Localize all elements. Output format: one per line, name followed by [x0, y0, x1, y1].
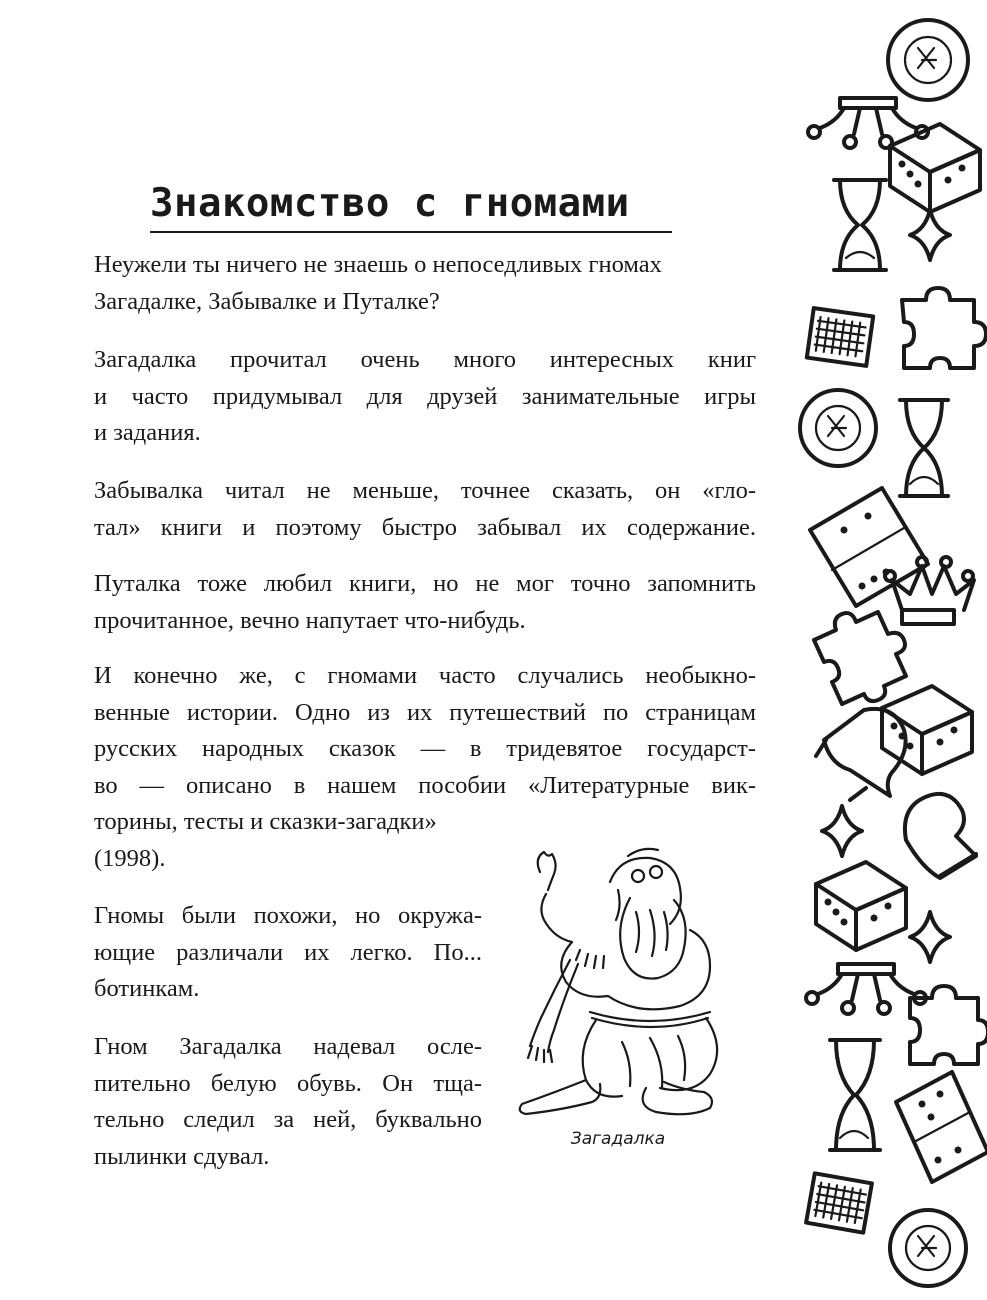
page-title: Знакомство с гномами	[150, 181, 630, 226]
title-underline	[150, 231, 672, 233]
text-line: русских народных сказок — в тридевятое государст-	[94, 735, 756, 763]
decorative-border	[790, 0, 987, 1300]
coin-icon	[890, 1210, 966, 1286]
hourglass-icon	[834, 180, 886, 270]
paragraph-difference	[94, 898, 482, 1008]
knight-icon	[905, 794, 976, 878]
text-line: прочитанное, вечно напутает что-нибудь.	[94, 606, 526, 634]
text-line: Гном Загадалка надевал осле-	[94, 1033, 482, 1060]
hourglass-icon	[830, 1040, 880, 1150]
domino-icon	[896, 1072, 987, 1182]
text-line: тельно следил за ней, буквально	[94, 1106, 482, 1134]
coin-icon	[888, 20, 968, 100]
paragraph-white-shoes	[94, 1029, 482, 1175]
crown-icon	[808, 98, 928, 148]
text-line: ющие различали их легко. По...	[94, 938, 482, 966]
illustration-caption: Загадалка	[570, 1129, 666, 1149]
text-line: Загадалка прочитал очень много интересных книг	[94, 346, 756, 373]
text-line: И конечно же, с гномами часто случались необыкно-	[94, 662, 756, 689]
dice-icon	[816, 862, 906, 950]
grid-board-icon	[806, 1173, 872, 1232]
puzzle-piece-icon	[910, 986, 987, 1064]
text-line: пительно белую обувь. Он тща-	[94, 1069, 482, 1097]
text-line: Путалка тоже любил книги, но не мог точно запомнить	[94, 570, 756, 597]
paragraph-zagadalka	[94, 342, 756, 452]
text-line: пылинки сдувал.	[94, 1142, 270, 1170]
coin-icon	[800, 390, 876, 466]
text-line: Гномы были похожи, но окружа-	[94, 902, 482, 929]
star-icon	[910, 210, 950, 260]
dice-icon	[890, 124, 980, 212]
text-line: Забывалка читал не меньше, точнее сказать, он «гло-	[94, 477, 756, 504]
dice-icon	[882, 686, 972, 774]
hourglass-icon	[900, 400, 948, 496]
puzzle-piece-icon	[814, 612, 906, 704]
grid-board-icon	[807, 308, 873, 366]
paragraph-putalka	[94, 566, 756, 639]
crown-icon	[885, 557, 974, 624]
gnome-illustration	[510, 842, 730, 1122]
text-line: во — описано в нашем пособии «Литературные вик-	[94, 771, 756, 799]
text-line: венные истории. Одно из их путешествий по страницам	[94, 698, 756, 726]
star-icon	[822, 806, 862, 856]
text-line: тал» книги и поэтому быстро забывал их содержание.	[94, 513, 756, 541]
puzzle-piece-icon	[902, 288, 986, 368]
text-line: Загадалке, Забывалке и Путалке?	[94, 287, 440, 315]
paragraph-intro	[94, 247, 756, 320]
text-line: (1998).	[94, 844, 166, 872]
text-line: и задания.	[94, 419, 201, 447]
text-line: Неужели ты ничего не знаешь о непоседливых гномах	[94, 251, 662, 278]
text-line: ботинкам.	[94, 975, 200, 1003]
text-line: и часто придумывал для друзей занимательные игры	[94, 382, 756, 410]
text-line: торины, тесты и сказки-загадки»	[94, 808, 437, 836]
paragraph-zabyvalka	[94, 473, 756, 546]
star-icon	[910, 912, 950, 962]
